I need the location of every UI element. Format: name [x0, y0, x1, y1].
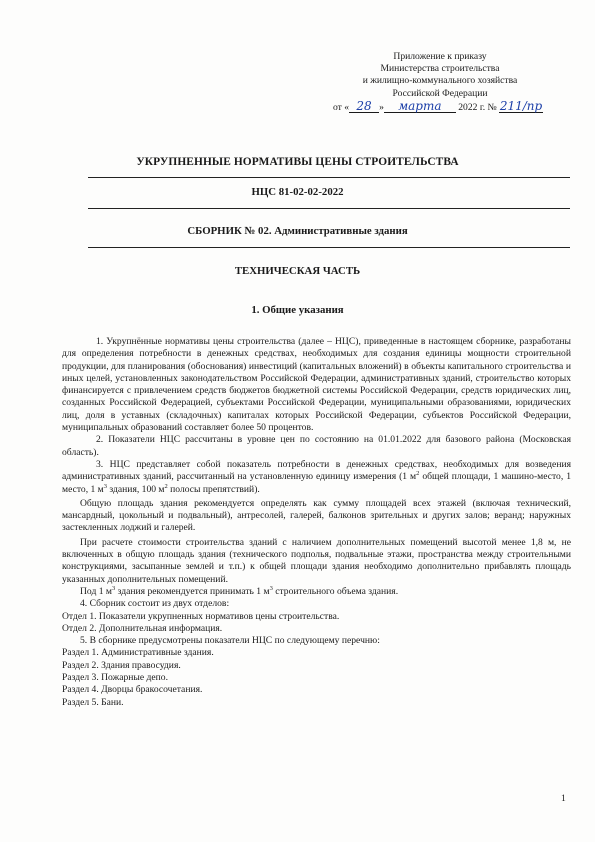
paragraph-text: Под 1 м — [80, 585, 112, 597]
order-line — [300, 100, 580, 114]
paragraph: 2. Показатели НЦС рассчитаны в уровне цен по состоянию на 01.01.2022 для базового района (Московская область). — [62, 434, 571, 458]
paragraph-text: общей площади, 1 машино-место, 1 место, 1 м — [62, 471, 571, 495]
list-item: Раздел 4. Дворцы бракосочетания. — [62, 684, 203, 696]
page-number: 1 — [561, 793, 566, 804]
divider — [88, 177, 570, 178]
paragraph-text: 3. НЦС представляет собой показатель потребности в денежных средствах, необходимых для возведения административных зданий, рассчитанный на установленную единицу измерения (1 м — [62, 458, 571, 483]
superscript: 3 — [103, 482, 108, 490]
paragraph-text: строительного объема здания. — [272, 585, 399, 597]
order-prefix: от « — [333, 101, 350, 113]
approval-line: Министерства строительства — [380, 63, 500, 75]
approval-line: Приложение к приказу — [393, 51, 487, 62]
superscript: 3 — [269, 584, 273, 592]
ncs-code: НЦС 81-02-02-2022 — [251, 186, 344, 198]
order-year: 2022 г. № — [455, 101, 500, 113]
paragraph — [62, 586, 571, 598]
order-month-handwritten: марта — [384, 100, 456, 113]
approval-line: и жилищно-коммунального хозяйства — [362, 75, 518, 87]
order-day-close: » — [379, 101, 384, 113]
paragraph: 5. В сборнике предусмотрены показатели НЦС по следующему перечню: — [80, 635, 380, 647]
document-title: УКРУПНЕННЫЕ НОРМАТИВЫ ЦЕНЫ СТРОИТЕЛЬСТВА — [136, 156, 459, 168]
paragraph-text: полосы препятствий). — [167, 483, 260, 495]
paragraph: 4. Сборник состоит из двух отделов: — [80, 598, 230, 610]
list-item: Отдел 2. Дополнительная информация. — [62, 622, 223, 634]
approval-block — [300, 51, 580, 114]
section-heading: 1. Общие указания — [251, 304, 344, 316]
paragraph: Общую площадь здания рекомендуется определять как сумму площадей всех этажей (включая технический, мансардный, цокольный и подвальный), антресолей, галерей, балконов зрительных и других залов; веранд; наружных застекленных лоджий и галерей. — [62, 497, 571, 534]
list-item: Отдел 1. Показатели укрупненных нормативов цены строительства. — [62, 610, 340, 622]
paragraph-text: здания, 100 м — [107, 483, 165, 495]
divider — [88, 208, 570, 209]
paragraph-text: здания рекомендуется принимать 1 м — [115, 585, 270, 597]
approval-line: Российской Федерации — [392, 87, 488, 99]
collection-title: СБОРНИК № 02. Административные здания — [187, 225, 408, 237]
divider — [88, 247, 570, 248]
superscript: 2 — [164, 482, 168, 490]
order-day-handwritten: 28 — [349, 100, 379, 113]
paragraph: 1. Укрупнённые нормативы цены строительства (далее – НЦС), приведенные в настоящем сборнике, разработаны для определения потребности в денежных средствах, необходимых для создания единицы мощности строительной продукции, для планирования (обоснования) инвестиций (капитальных вложений) в объекты капитального строительства и иных целей, установленных законодательством Российской Федерации, административных зданий, строительство которых финансируется с привлечением средств бюджетов бюджетной системы Российской Федерации, средств юридических лиц, созданных Российской Федерацией, субъектами Российской Федерации, муниципальными образованиями, юридических лиц, доля в уставных (складочных) капиталах которых Российской Федерации, субъектов Российской Федерации, муниципальных образований составляет более 50 процентов. — [62, 336, 571, 434]
list-item: Раздел 5. Бани. — [62, 696, 124, 708]
superscript: 3 — [112, 584, 116, 592]
list-item: Раздел 1. Административные здания. — [62, 647, 214, 659]
technical-part-heading: ТЕХНИЧЕСКАЯ ЧАСТЬ — [234, 265, 361, 277]
body-text — [62, 336, 571, 709]
paragraph: При расчете стоимости строительства зданий с наличием дополнительных помещений высотой менее 1,8 м, не включенных в общую площадь здания (технического подполья, подвальные этажи, пространства между строительными конструкциями, засыпанные землей и т.п.) к общей площади здания необходимо дополнительно прибавлять площадь указанных дополнительных помещений. — [62, 536, 571, 585]
list-item: Раздел 3. Пожарные депо. — [62, 672, 169, 684]
order-number-handwritten: 211/пр — [499, 98, 543, 113]
paragraph — [62, 459, 571, 496]
superscript: 2 — [416, 470, 420, 478]
list-item: Раздел 2. Здания правосудия. — [62, 659, 181, 671]
